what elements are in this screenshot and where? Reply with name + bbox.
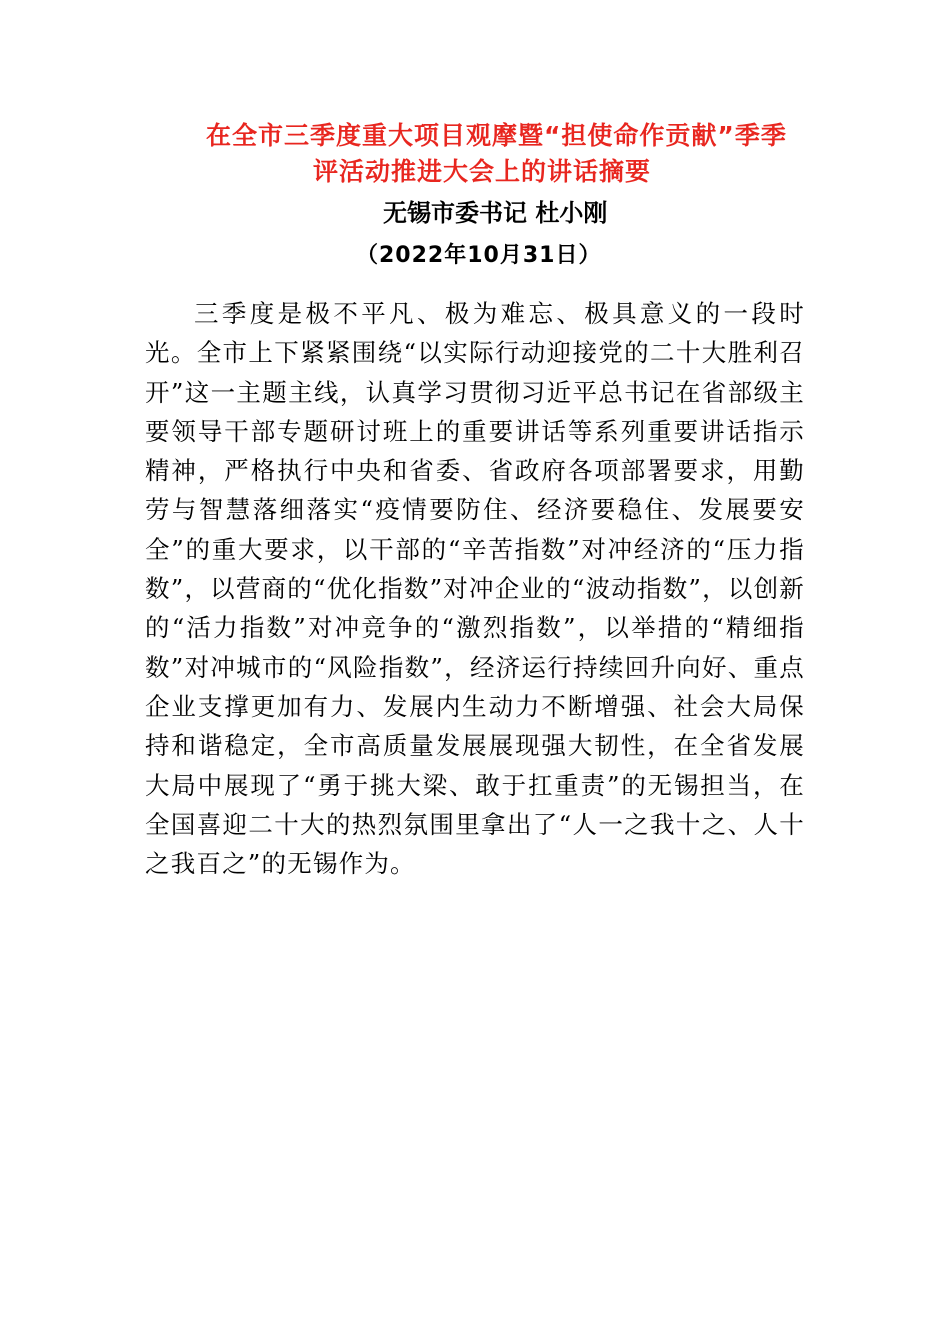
document-title-line-2: 评活动推进大会上的讲话摘要 <box>313 157 652 186</box>
document-title-line-1: 在全市三季度重大项目观摩暨“担使命作贡献”季季 <box>206 121 787 150</box>
author-line: 无锡市委书记 杜小刚 <box>383 199 608 227</box>
date-line: （2022年10月31日） <box>356 243 602 268</box>
body-paragraph: 三季度是极不平凡、极为难忘、极具意义的一段时光。全市上下紧紧围绕“以实际行动迎接党的二十大胜利召开”这一主题主线，认真学习贯彻习近平总书记在省部级主要领导干部专题研讨班上的重要讲话等系列重要讲话指示精神，严格执行中央和省委、省政府各项部署要求，用勤劳与智慧落细落实“疫情要防住、经济要稳住、发展要安全”的重大要求，以干部的“辛苦指数”对冲经济的“压力指数”，以营商的“优化指数”对冲企业的“波动指数”，以创新的“活力指数”对冲竞争的“激烈指数”，以举措的“精细指数”对冲城市的“风险指数”，经济运行持续回升向好、重点企业支撑更加有力、发展内生动力不断增强、社会大局保持和谐稳定，全市高质量发展展现强大韧性，在全省发展大局中展现了“勇于挑大梁、敢于扛重责”的无锡担当，在全国喜迎二十大的热烈氛围里拿出了“人一之我十之、人十之我百之”的无锡作为。 <box>145 299 805 879</box>
